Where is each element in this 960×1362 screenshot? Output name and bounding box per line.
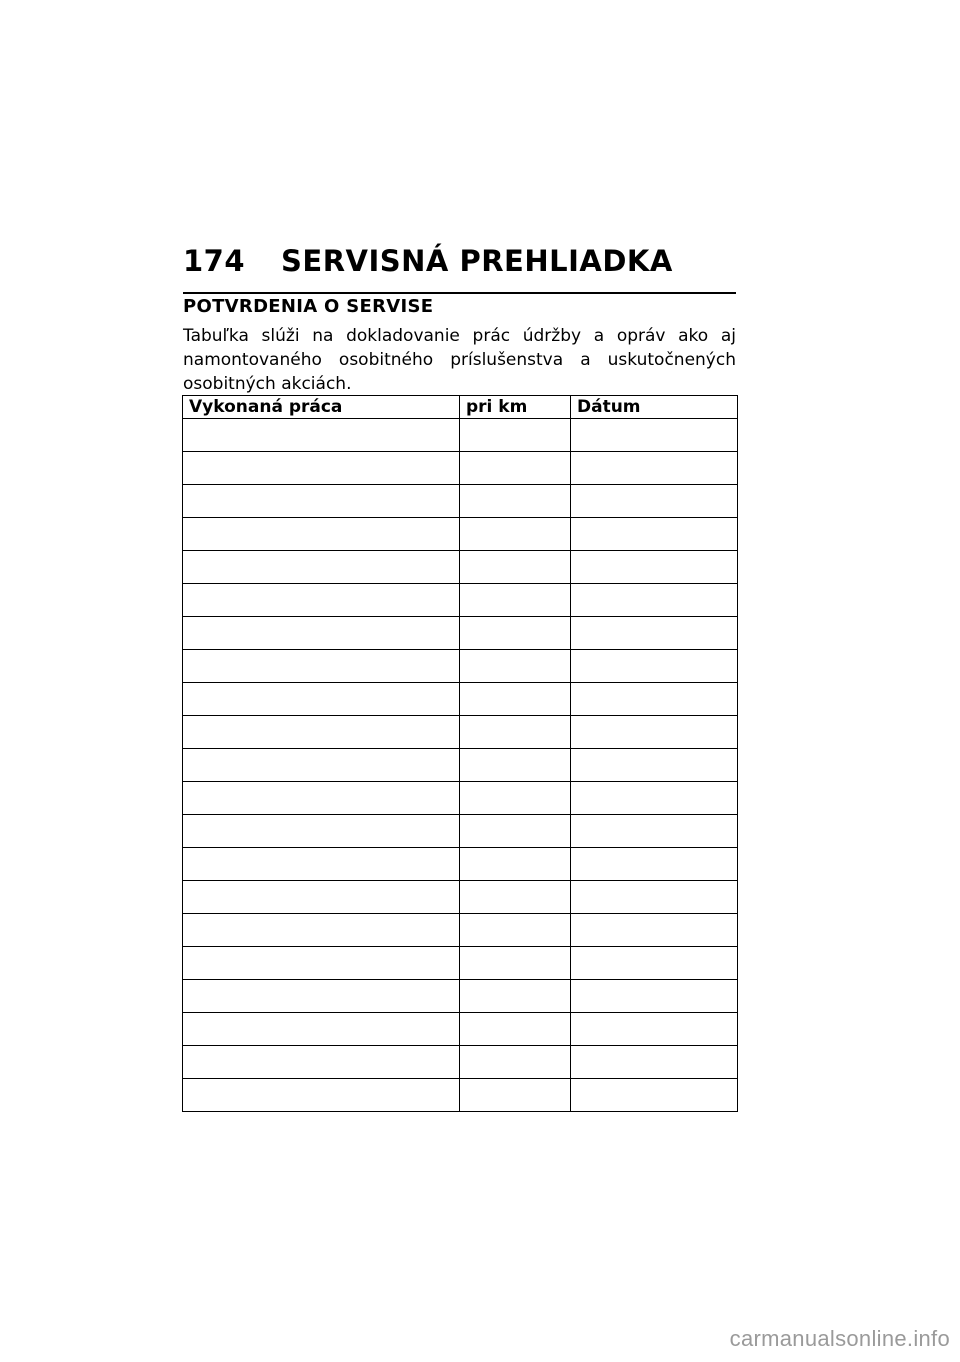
cell-work	[183, 551, 460, 584]
cell-date	[571, 419, 738, 452]
table-row	[183, 881, 738, 914]
cell-km	[460, 485, 571, 518]
cell-date	[571, 518, 738, 551]
cell-work	[183, 1013, 460, 1046]
table-row	[183, 1046, 738, 1079]
cell-km	[460, 650, 571, 683]
cell-date	[571, 881, 738, 914]
header-divider	[183, 292, 736, 294]
cell-km	[460, 716, 571, 749]
cell-date	[571, 749, 738, 782]
cell-km	[460, 881, 571, 914]
cell-km	[460, 683, 571, 716]
cell-km	[460, 1013, 571, 1046]
cell-date	[571, 584, 738, 617]
cell-date	[571, 1079, 738, 1112]
cell-km	[460, 815, 571, 848]
cell-work	[183, 683, 460, 716]
cell-km	[460, 1046, 571, 1079]
cell-date	[571, 980, 738, 1013]
cell-date	[571, 1013, 738, 1046]
table-row	[183, 947, 738, 980]
cell-date	[571, 551, 738, 584]
cell-work	[183, 452, 460, 485]
cell-date	[571, 782, 738, 815]
cell-date	[571, 848, 738, 881]
page-header	[183, 244, 736, 284]
table-row	[183, 980, 738, 1013]
column-header-date: Dátum	[571, 396, 738, 419]
table-row	[183, 1079, 738, 1112]
table-row	[183, 1013, 738, 1046]
cell-work	[183, 716, 460, 749]
cell-km	[460, 518, 571, 551]
table-row	[183, 584, 738, 617]
page-number: 174	[183, 244, 246, 278]
column-header-km: pri km	[460, 396, 571, 419]
cell-km	[460, 584, 571, 617]
cell-date	[571, 914, 738, 947]
table-row	[183, 650, 738, 683]
section-title: POTVRDENIA O SERVISE	[183, 296, 434, 317]
cell-date	[571, 452, 738, 485]
cell-work	[183, 848, 460, 881]
table-body	[183, 419, 738, 1112]
table-header-row	[183, 396, 738, 419]
cell-work	[183, 980, 460, 1013]
table-row	[183, 485, 738, 518]
table-row	[183, 848, 738, 881]
table-row	[183, 617, 738, 650]
cell-date	[571, 650, 738, 683]
cell-work	[183, 1079, 460, 1112]
cell-km	[460, 452, 571, 485]
cell-work	[183, 584, 460, 617]
table-row	[183, 518, 738, 551]
cell-work	[183, 749, 460, 782]
table-row	[183, 815, 738, 848]
cell-date	[571, 485, 738, 518]
cell-work	[183, 485, 460, 518]
cell-work	[183, 650, 460, 683]
cell-date	[571, 617, 738, 650]
table-row	[183, 782, 738, 815]
cell-km	[460, 980, 571, 1013]
cell-work	[183, 1046, 460, 1079]
cell-km	[460, 947, 571, 980]
chapter-title: SERVISNÁ PREHLIADKA	[281, 244, 673, 278]
cell-date	[571, 683, 738, 716]
cell-work	[183, 419, 460, 452]
cell-date	[571, 1046, 738, 1079]
cell-km	[460, 749, 571, 782]
intro-paragraph: Tabuľka slúži na dokladovanie prác údržby a opráv ako aj namontovaného osobitného príslušenstva a uskutočnených osobitných akciách.	[183, 326, 736, 394]
cell-work	[183, 815, 460, 848]
cell-km	[460, 914, 571, 947]
table-row	[183, 551, 738, 584]
column-header-work: Vykonaná práca	[183, 396, 460, 419]
table-row	[183, 716, 738, 749]
cell-work	[183, 947, 460, 980]
cell-work	[183, 914, 460, 947]
cell-date	[571, 947, 738, 980]
cell-date	[571, 716, 738, 749]
service-log-table	[182, 395, 738, 1112]
table-row	[183, 914, 738, 947]
table-row	[183, 452, 738, 485]
cell-work	[183, 518, 460, 551]
table-row	[183, 749, 738, 782]
cell-work	[183, 881, 460, 914]
cell-work	[183, 782, 460, 815]
cell-km	[460, 782, 571, 815]
cell-km	[460, 419, 571, 452]
cell-km	[460, 551, 571, 584]
table-row	[183, 683, 738, 716]
table-row	[183, 419, 738, 452]
cell-km	[460, 617, 571, 650]
watermark: carmanualsonline.info	[729, 1326, 950, 1351]
cell-km	[460, 1079, 571, 1112]
cell-date	[571, 815, 738, 848]
cell-km	[460, 848, 571, 881]
cell-work	[183, 617, 460, 650]
